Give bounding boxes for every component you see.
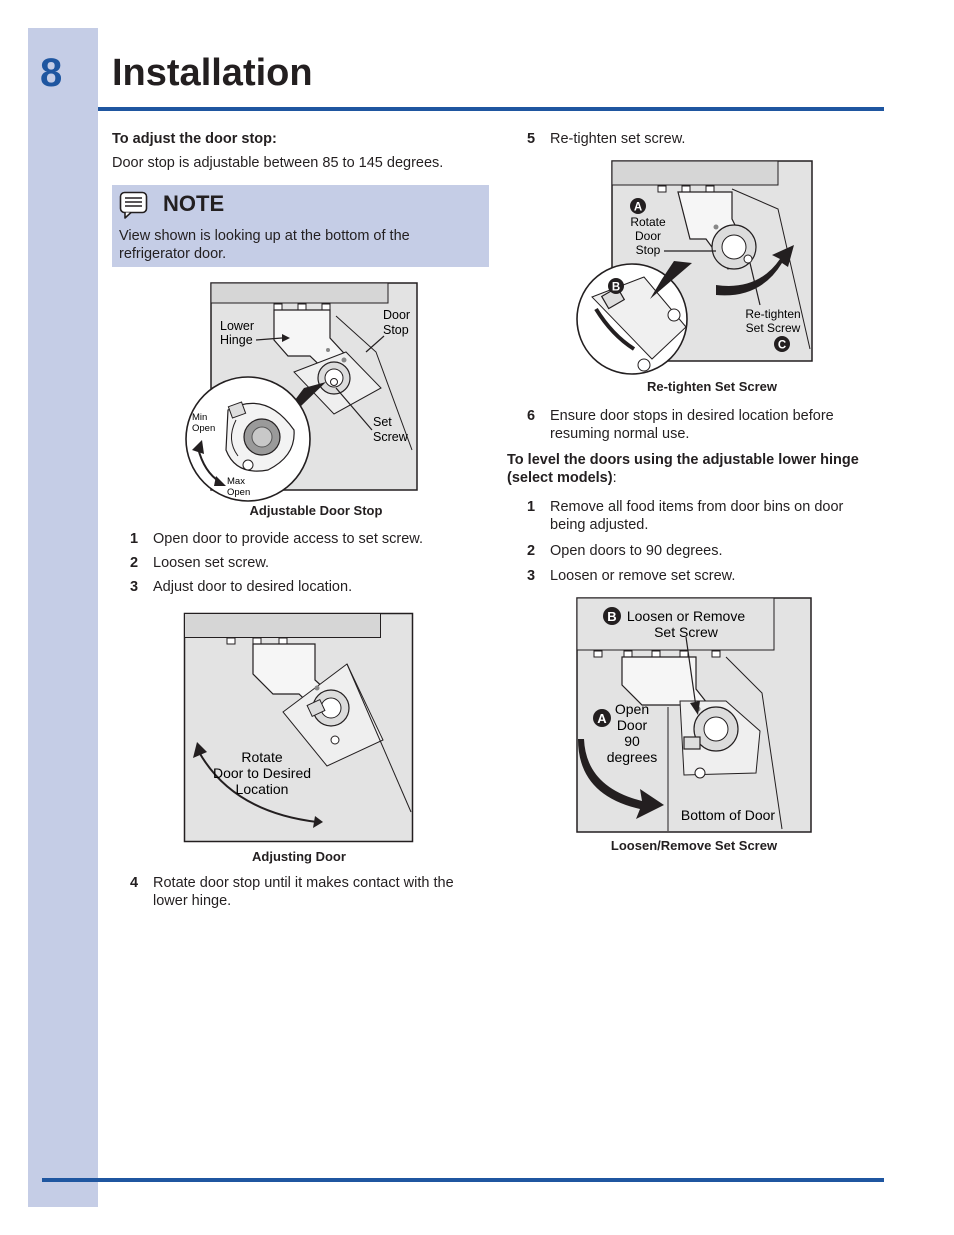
- section-heading-bold: To level the doors using the adjustable lower hinge (select models): [507, 452, 859, 486]
- step-text: Remove all food items from door bins on door being adjusted.: [550, 499, 844, 533]
- note-text: View shown is looking up at the bottom of the refrigerator door.: [119, 228, 410, 262]
- set-screw-label-1: Set: [373, 415, 392, 429]
- lower-hinge-label-1: Lower: [220, 319, 255, 333]
- note-box: [112, 185, 489, 267]
- step-text: Loosen or remove set screw.: [550, 568, 736, 584]
- max-open-label-1: Max: [227, 476, 245, 487]
- step-number: 4: [130, 875, 139, 891]
- step-text: Open doors to 90 degrees.: [550, 543, 723, 559]
- footer-rule: [42, 1178, 884, 1182]
- step-text: Re-tighten set screw.: [550, 131, 686, 147]
- step-text: Adjust door to desired location.: [153, 579, 353, 595]
- rotate-label-1: Rotate: [241, 749, 283, 765]
- badge-a-label: A: [633, 201, 643, 214]
- lower-hinge-label-2: Hinge: [220, 333, 253, 347]
- open-door-label-2: Door: [616, 717, 648, 733]
- step-number: 3: [527, 568, 536, 584]
- step-text: Loosen set screw.: [153, 555, 270, 571]
- step-item: [130, 579, 480, 597]
- open-door-label-3: 90: [624, 733, 640, 749]
- header-rule: [98, 107, 884, 111]
- step-item: [130, 875, 480, 911]
- step-item: [130, 531, 480, 549]
- sidebar-band: [28, 28, 98, 1207]
- section-heading: To adjust the door stop:: [112, 131, 277, 147]
- step-item: [527, 408, 867, 444]
- loosen-label-1: Loosen or Remove: [626, 608, 746, 624]
- badge-a-label: A: [597, 711, 607, 726]
- step-item: [527, 543, 867, 561]
- rotate-door-stop-label-2: Door: [634, 229, 662, 243]
- retighten-set-screw-figure: [574, 159, 814, 381]
- step-number: 1: [130, 531, 139, 547]
- min-open-label-1: Min: [192, 412, 208, 423]
- badge-b-label: B: [607, 609, 617, 624]
- rotate-label-2: Door to Desired: [212, 765, 312, 781]
- badge-b-label: B: [611, 281, 621, 294]
- step-text: Ensure door stops in desired location before resuming normal use.: [550, 408, 834, 442]
- open-door-label-1: Open: [614, 701, 650, 717]
- retighten-label-1: Re-tighten: [745, 307, 801, 321]
- open-door-label-4: degrees: [606, 749, 658, 765]
- step-number: 2: [130, 555, 139, 571]
- step-number: 1: [527, 499, 536, 515]
- set-screw-label-2: Screw: [373, 430, 408, 444]
- section-heading-colon: :: [612, 469, 617, 486]
- step-item: [527, 131, 867, 149]
- step-item: [527, 568, 867, 586]
- note-title: NOTE: [163, 191, 225, 216]
- loosen-label-2: Set Screw: [654, 624, 718, 640]
- min-open-label-2: Open: [192, 423, 216, 434]
- note-icon: [119, 191, 149, 219]
- section-heading: [507, 452, 887, 487]
- adjusting-door-figure: [183, 612, 415, 844]
- figure-caption: Adjustable Door Stop: [249, 503, 383, 518]
- page-title: Installation: [112, 52, 313, 94]
- step-item: [527, 499, 867, 535]
- rotate-door-stop-label-3: Stop: [635, 243, 661, 257]
- rotate-door-stop-label-1: Rotate: [630, 215, 666, 229]
- retighten-label-2: Set Screw: [745, 321, 801, 335]
- door-stop-label-2: Stop: [383, 323, 409, 337]
- step-text: Open door to provide access to set screw.: [153, 531, 423, 547]
- step-number: 3: [130, 579, 139, 595]
- badge-c-label: C: [777, 339, 787, 352]
- rotate-label-3: Location: [235, 781, 289, 797]
- adjustable-door-stop-figure: [176, 280, 422, 502]
- intro-text: Door stop is adjustable between 85 to 145 degrees.: [112, 155, 444, 171]
- step-number: 6: [527, 408, 536, 424]
- figure-caption: Loosen/Remove Set Screw: [610, 838, 778, 853]
- step-text: Rotate door stop until it makes contact with the lower hinge.: [153, 875, 454, 909]
- step-number: 2: [527, 543, 536, 559]
- step-number: 5: [527, 131, 536, 147]
- page-number: 8: [40, 51, 63, 95]
- figure-caption: Re-tighten Set Screw: [646, 379, 778, 394]
- max-open-label-2: Open: [227, 487, 251, 498]
- door-stop-label-1: Door: [383, 308, 411, 322]
- loosen-remove-set-screw-figure: [576, 597, 812, 835]
- bottom-of-door-label: Bottom of Door: [680, 807, 776, 823]
- figure-caption: Adjusting Door: [252, 849, 346, 864]
- step-item: [130, 555, 480, 573]
